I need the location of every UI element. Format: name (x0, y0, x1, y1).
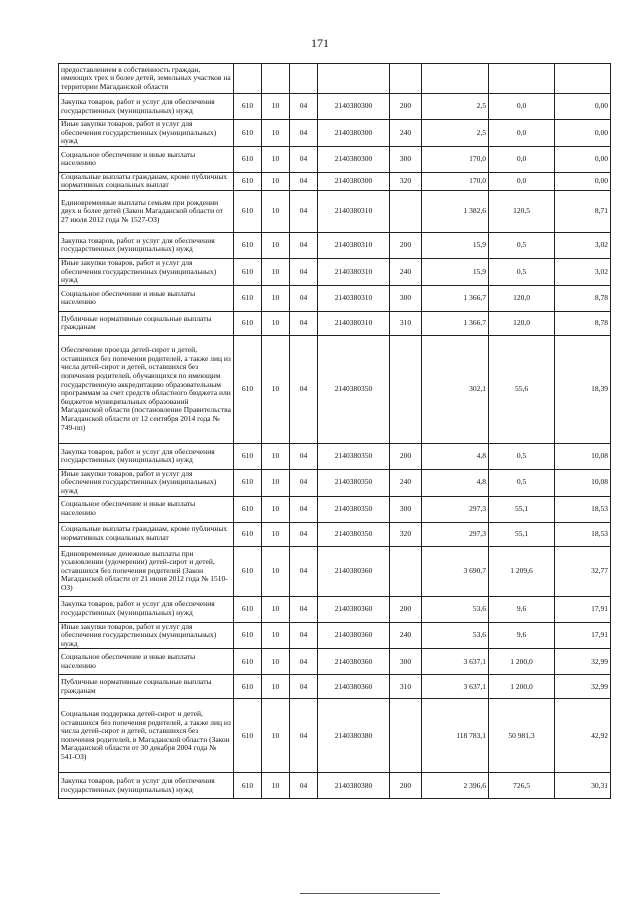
row-section-code: 10 (262, 285, 290, 311)
row-target-code: 2140380380 (318, 699, 390, 773)
row-percent: 32,99 (555, 675, 611, 699)
row-actual-value: 55,1 (489, 522, 555, 546)
row-plan-value: 170,0 (422, 172, 489, 190)
row-plan-value: 53,6 (422, 596, 489, 622)
row-name: Социальная поддержка детей-сирот и детей, оставшихся без попечения родителей, а также лиц из числа детей-сирот и детей, оставшихся без попечения родителей, в Магаданской области (Закон Магаданской области от 30 декабря 2004 года № 541-ОЗ) (59, 699, 234, 773)
row-plan-value: 1 366,7 (422, 311, 489, 335)
table-row (59, 285, 611, 311)
row-section-code: 10 (262, 546, 290, 596)
row-actual-value: 55,6 (489, 335, 555, 443)
row-plan-value: 297,3 (422, 522, 489, 546)
row-percent: 3,02 (555, 258, 611, 285)
row-actual-value: 9,6 (489, 596, 555, 622)
row-percent: 8,78 (555, 285, 611, 311)
row-percent: 10,08 (555, 469, 611, 496)
row-subsection-code: 04 (290, 675, 318, 699)
table-row (59, 190, 611, 232)
row-actual-value: 120,0 (489, 311, 555, 335)
row-name: Иные закупки товаров, работ и услуг для обеспечения государственных (муниципальных) нужд (59, 622, 234, 649)
row-plan-value: 170,0 (422, 146, 489, 172)
row-plan-value: 1 382,6 (422, 190, 489, 232)
row-expense-type-code: 300 (390, 285, 422, 311)
row-expense-type-code: 240 (390, 258, 422, 285)
row-subsection-code: 04 (290, 699, 318, 773)
row-percent: 18,39 (555, 335, 611, 443)
row-expense-type-code: 310 (390, 311, 422, 335)
row-expense-type-code: 240 (390, 469, 422, 496)
row-ved-code: 610 (234, 190, 262, 232)
budget-table (58, 63, 611, 799)
row-percent: 17,91 (555, 596, 611, 622)
row-ved-code: 610 (234, 546, 262, 596)
row-actual-value: 0,0 (489, 146, 555, 172)
row-section-code: 10 (262, 335, 290, 443)
row-expense-type-code: 300 (390, 496, 422, 522)
row-actual-value: 0,0 (489, 120, 555, 147)
table-row (59, 675, 611, 699)
table-row (59, 443, 611, 469)
table-row (59, 522, 611, 546)
row-actual-value: 1 200,0 (489, 675, 555, 699)
row-expense-type-code: 320 (390, 522, 422, 546)
row-percent: 0,00 (555, 146, 611, 172)
row-target-code: 2140380380 (318, 773, 390, 799)
row-ved-code: 610 (234, 699, 262, 773)
row-section-code: 10 (262, 172, 290, 190)
row-percent: 3,02 (555, 232, 611, 258)
row-name: Публичные нормативные социальные выплаты гражданам (59, 675, 234, 699)
row-expense-type-code: 310 (390, 675, 422, 699)
row-target-code (318, 64, 390, 94)
row-expense-type-code: 200 (390, 773, 422, 799)
row-plan-value: 297,3 (422, 496, 489, 522)
row-expense-type-code: 200 (390, 94, 422, 120)
table-row (59, 496, 611, 522)
row-target-code: 2140380360 (318, 675, 390, 699)
row-target-code: 2140380360 (318, 596, 390, 622)
row-percent: 0,00 (555, 94, 611, 120)
row-expense-type-code: 240 (390, 622, 422, 649)
row-section-code: 10 (262, 232, 290, 258)
page-number: 171 (311, 36, 329, 50)
row-plan-value: 15,9 (422, 258, 489, 285)
row-section-code: 10 (262, 190, 290, 232)
row-actual-value: 0,5 (489, 232, 555, 258)
row-ved-code: 610 (234, 469, 262, 496)
table-row (59, 172, 611, 190)
row-ved-code: 610 (234, 258, 262, 285)
row-expense-type-code: 300 (390, 146, 422, 172)
table-row (59, 622, 611, 649)
row-actual-value: 0,5 (489, 443, 555, 469)
row-plan-value: 2,5 (422, 120, 489, 147)
row-ved-code: 610 (234, 596, 262, 622)
row-section-code: 10 (262, 94, 290, 120)
row-expense-type-code: 200 (390, 596, 422, 622)
row-percent: 8,71 (555, 190, 611, 232)
row-expense-type-code (390, 546, 422, 596)
table-row (59, 120, 611, 147)
row-ved-code: 610 (234, 773, 262, 799)
row-plan-value: 2 396,6 (422, 773, 489, 799)
row-section-code: 10 (262, 622, 290, 649)
table-row (59, 596, 611, 622)
footer-line (300, 893, 440, 894)
row-target-code: 2140380300 (318, 146, 390, 172)
row-expense-type-code: 300 (390, 649, 422, 675)
table-row (59, 699, 611, 773)
row-ved-code (234, 64, 262, 94)
row-name: Закупка товаров, работ и услуг для обеспечения государственных (муниципальных) нужд (59, 94, 234, 120)
row-subsection-code: 04 (290, 285, 318, 311)
row-plan-value: 1 366,7 (422, 285, 489, 311)
row-ved-code: 610 (234, 622, 262, 649)
row-subsection-code: 04 (290, 190, 318, 232)
row-ved-code: 610 (234, 675, 262, 699)
row-ved-code: 610 (234, 649, 262, 675)
row-actual-value: 726,5 (489, 773, 555, 799)
row-percent: 0,00 (555, 120, 611, 147)
table-row (59, 469, 611, 496)
row-ved-code: 610 (234, 120, 262, 147)
row-section-code: 10 (262, 469, 290, 496)
row-target-code: 2140380350 (318, 469, 390, 496)
row-subsection-code: 04 (290, 596, 318, 622)
row-target-code: 2140380300 (318, 94, 390, 120)
row-subsection-code: 04 (290, 172, 318, 190)
row-target-code: 2140380310 (318, 258, 390, 285)
row-name: Единовременные выплаты семьям при рождении двух и более детей (Закон Магаданской области от 27 июля 2012 года № 1527-ОЗ) (59, 190, 234, 232)
row-percent: 10,08 (555, 443, 611, 469)
row-actual-value: 9,6 (489, 622, 555, 649)
row-target-code: 2140380350 (318, 443, 390, 469)
row-actual-value (489, 64, 555, 94)
row-section-code: 10 (262, 773, 290, 799)
row-percent: 42,92 (555, 699, 611, 773)
row-plan-value: 4,8 (422, 443, 489, 469)
row-target-code: 2140380350 (318, 335, 390, 443)
row-ved-code: 610 (234, 285, 262, 311)
row-ved-code: 610 (234, 232, 262, 258)
row-target-code: 2140380310 (318, 190, 390, 232)
row-expense-type-code: 200 (390, 232, 422, 258)
row-target-code: 2140380310 (318, 285, 390, 311)
row-name: предоставлением в собственность граждан, имеющих трех и более детей, земельных участков на территории Магаданской области (59, 64, 234, 94)
row-target-code: 2140380350 (318, 522, 390, 546)
row-target-code: 2140380300 (318, 120, 390, 147)
table-row (59, 773, 611, 799)
row-plan-value: 53,6 (422, 622, 489, 649)
row-plan-value (422, 64, 489, 94)
row-expense-type-code: 240 (390, 120, 422, 147)
row-subsection-code: 04 (290, 335, 318, 443)
table-row (59, 146, 611, 172)
row-subsection-code: 04 (290, 94, 318, 120)
row-name: Социальное обеспечение и иные выплаты населению (59, 649, 234, 675)
row-name: Закупка товаров, работ и услуг для обеспечения государственных (муниципальных) нужд (59, 773, 234, 799)
table-row (59, 311, 611, 335)
row-name: Закупка товаров, работ и услуг для обеспечения государственных (муниципальных) нужд (59, 443, 234, 469)
row-target-code: 2140380360 (318, 649, 390, 675)
row-actual-value: 55,1 (489, 496, 555, 522)
row-target-code: 2140380360 (318, 546, 390, 596)
row-target-code: 2140380310 (318, 311, 390, 335)
table-row (59, 94, 611, 120)
row-section-code: 10 (262, 699, 290, 773)
row-subsection-code: 04 (290, 522, 318, 546)
row-name: Иные закупки товаров, работ и услуг для обеспечения государственных (муниципальных) нужд (59, 469, 234, 496)
row-section-code: 10 (262, 496, 290, 522)
row-plan-value: 118 783,1 (422, 699, 489, 773)
row-subsection-code: 04 (290, 649, 318, 675)
row-expense-type-code (390, 699, 422, 773)
row-target-code: 2140380350 (318, 496, 390, 522)
row-expense-type-code: 320 (390, 172, 422, 190)
row-name: Публичные нормативные социальные выплаты гражданам (59, 311, 234, 335)
row-ved-code: 610 (234, 94, 262, 120)
row-name: Социальное обеспечение и иные выплаты населению (59, 285, 234, 311)
row-subsection-code: 04 (290, 469, 318, 496)
row-name: Закупка товаров, работ и услуг для обеспечения государственных (муниципальных) нужд (59, 232, 234, 258)
row-plan-value: 4,8 (422, 469, 489, 496)
row-name: Социальные выплаты гражданам, кроме публичных нормативных социальных выплат (59, 172, 234, 190)
row-percent: 0,00 (555, 172, 611, 190)
row-plan-value: 302,1 (422, 335, 489, 443)
row-target-code: 2140380360 (318, 622, 390, 649)
row-name: Иные закупки товаров, работ и услуг для обеспечения государственных (муниципальных) нужд (59, 258, 234, 285)
row-percent: 17,91 (555, 622, 611, 649)
row-plan-value: 2,5 (422, 94, 489, 120)
row-subsection-code (290, 64, 318, 94)
table-row (59, 258, 611, 285)
row-section-code: 10 (262, 120, 290, 147)
row-section-code: 10 (262, 649, 290, 675)
row-subsection-code: 04 (290, 773, 318, 799)
row-actual-value: 0,5 (489, 469, 555, 496)
row-section-code (262, 64, 290, 94)
row-plan-value: 3 690,7 (422, 546, 489, 596)
row-name: Социальное обеспечение и иные выплаты населению (59, 496, 234, 522)
row-name: Социальное обеспечение и иные выплаты населению (59, 146, 234, 172)
row-actual-value: 1 209,6 (489, 546, 555, 596)
row-actual-value: 50 981,3 (489, 699, 555, 773)
row-subsection-code: 04 (290, 622, 318, 649)
table-row (59, 64, 611, 94)
row-subsection-code: 04 (290, 146, 318, 172)
row-expense-type-code: 200 (390, 443, 422, 469)
row-ved-code: 610 (234, 311, 262, 335)
row-subsection-code: 04 (290, 311, 318, 335)
row-expense-type-code (390, 64, 422, 94)
row-subsection-code: 04 (290, 232, 318, 258)
row-percent (555, 64, 611, 94)
row-section-code: 10 (262, 675, 290, 699)
row-ved-code: 610 (234, 496, 262, 522)
row-expense-type-code (390, 335, 422, 443)
row-ved-code: 610 (234, 172, 262, 190)
row-section-code: 10 (262, 258, 290, 285)
row-section-code: 10 (262, 146, 290, 172)
row-actual-value: 0,5 (489, 258, 555, 285)
row-subsection-code: 04 (290, 546, 318, 596)
row-percent: 32,77 (555, 546, 611, 596)
row-subsection-code: 04 (290, 443, 318, 469)
row-percent: 18,53 (555, 522, 611, 546)
row-actual-value: 120,0 (489, 285, 555, 311)
table-row (59, 546, 611, 596)
row-percent: 32,99 (555, 649, 611, 675)
row-plan-value: 3 637,1 (422, 649, 489, 675)
table-row (59, 335, 611, 443)
row-expense-type-code (390, 190, 422, 232)
row-name: Закупка товаров, работ и услуг для обеспечения государственных (муниципальных) нужд (59, 596, 234, 622)
row-subsection-code: 04 (290, 120, 318, 147)
row-section-code: 10 (262, 443, 290, 469)
row-ved-code: 610 (234, 335, 262, 443)
row-ved-code: 610 (234, 146, 262, 172)
row-subsection-code: 04 (290, 496, 318, 522)
row-section-code: 10 (262, 596, 290, 622)
row-section-code: 10 (262, 522, 290, 546)
row-target-code: 2140380300 (318, 172, 390, 190)
row-name: Обеспечение проезда детей-сирот и детей, оставшихся без попечения родителей, а также лиц из числа детей-сирот и детей, оставшихся без попечения родителей, обучающихся по имеющим государственную аккредитацию образовательным программам за счет средств областного бюджета или бюджетов муниципальных образований Магаданской области (постановление Правительства Магаданской области от 12 сентября 2014 года № 749-пп) (59, 335, 234, 443)
row-percent: 18,53 (555, 496, 611, 522)
row-name: Социальные выплаты гражданам, кроме публичных нормативных социальных выплат (59, 522, 234, 546)
row-actual-value: 1 200,0 (489, 649, 555, 675)
row-ved-code: 610 (234, 522, 262, 546)
row-actual-value: 0,0 (489, 172, 555, 190)
row-percent: 8,78 (555, 311, 611, 335)
row-name: Иные закупки товаров, работ и услуг для обеспечения государственных (муниципальных) нужд (59, 120, 234, 147)
row-name: Единовременные денежные выплаты при усыновлении (удочерении) детей-сирот и детей, оставшихся без попечения родителей (Закон Магаданской области от 21 июня 2012 года № 1510-ОЗ) (59, 546, 234, 596)
table-row (59, 232, 611, 258)
row-plan-value: 3 637,1 (422, 675, 489, 699)
row-percent: 30,31 (555, 773, 611, 799)
budget-table-body (59, 64, 611, 799)
row-target-code: 2140380310 (318, 232, 390, 258)
table-row (59, 649, 611, 675)
row-ved-code: 610 (234, 443, 262, 469)
row-actual-value: 0,0 (489, 94, 555, 120)
row-section-code: 10 (262, 311, 290, 335)
row-actual-value: 120,5 (489, 190, 555, 232)
row-subsection-code: 04 (290, 258, 318, 285)
row-plan-value: 15,9 (422, 232, 489, 258)
